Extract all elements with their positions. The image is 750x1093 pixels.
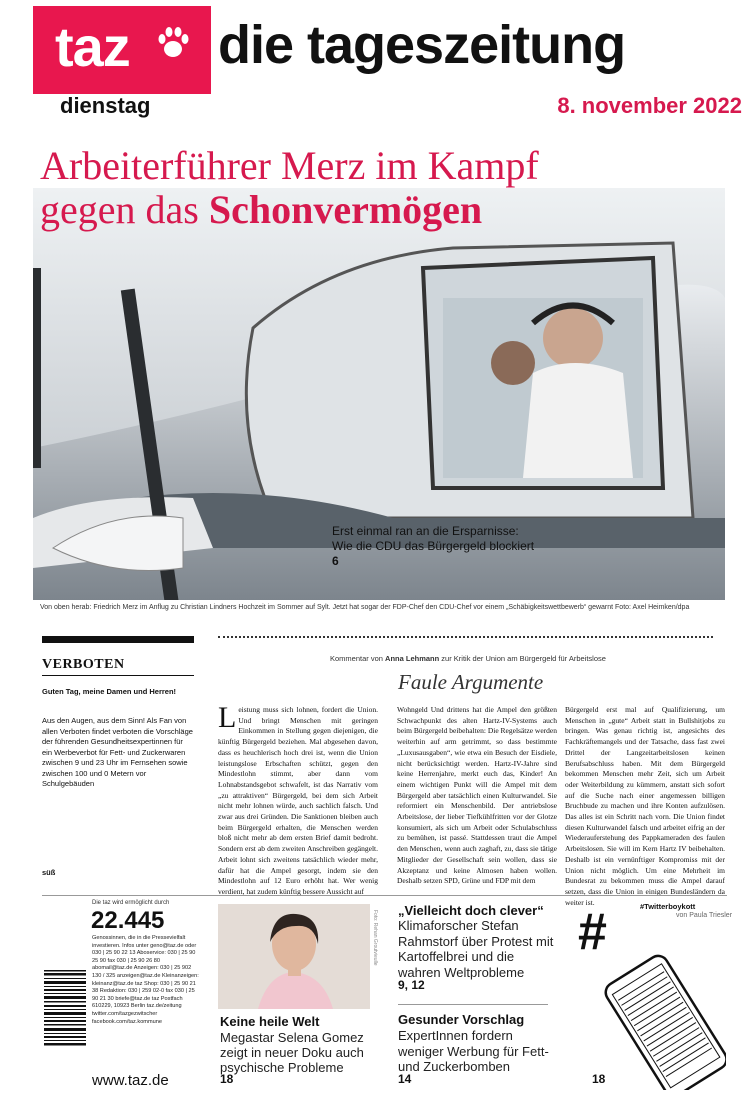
teaser-climate-text[interactable]: Klimaforscher Stefan Rahmstorf über Protest mit Kartoffelbrei und die wahren Weltprobleme	[398, 918, 554, 980]
imprint-details: Genossinnen, die in die Pressevielfalt investieren. Infos unter geno@taz.de oder 030 | 25 90 22 13 Aboservice: 030 | 25 90 25 90 fax 030 | 25 90 26 80 abomail@taz.de Anzeigen: 030 | 25 902 130 / 325 anzeigen@taz.de Kleinanzeigen: kleinanz@taz.de taz Shop: 030 | 25 90 21 38 Redaktion: 030 | 259 02-0 fax 030 | 25 90 21 30 briefe@taz.de taz Postfach 610229, 10923 Berlin taz.de/zeitung twitter.com/tazgezwitscher facebook.com/taz.kommune	[92, 935, 199, 1025]
teaser-climate-page: 9, 12	[398, 978, 425, 992]
verboten-divider	[42, 675, 194, 676]
weekday: dienstag	[60, 93, 151, 118]
twitter-tag: #Twitterboykott	[640, 902, 696, 911]
dropcap: L	[218, 701, 237, 734]
twitter-page: 18	[592, 1072, 606, 1086]
comment-col1-text: eistung muss sich lohnen, fordert die Union. Und bringt Menschen mit geringen Einkommen in Stellung gegen diejenigen, die künftig Bürgergeld beziehen. Mal abgesehen davon, dass es heuchlerisch hoch drei ist, wenn die Union leistungslose Erbschaften schützt, gegen den Mindestlohn stimmt, aber dann vom Lohnabstandsgebot schwafelt, ist das Narrativ vom „zu attraktiven“ Bürgergeld, bei dem sich Arbeit nicht mehr lohnen würde, auch sachlich falsch. Und zwar aus drei Gründen. Die Sanktionen bleiben auch beim Bürgergeld erhalten, die Menschen werden bloß nicht mehr ab dem ersten Brief damit bedroht. Sondern erst ab dem zweiten Anschreiben gegängelt. Arbeit lohnt sich zweitens tatsächlich wieder mehr, dafür hat die Ampel gesorgt, indem sie den Mindestlohn auf 12 Euro erhöht hat. Wer wenig verdient, hat zudem künftig bessere Aussicht auf	[218, 705, 378, 896]
column-rule	[42, 636, 194, 643]
teaser-divider	[398, 1004, 548, 1005]
selena-credit: Foto: Rehan Groutvieulle	[372, 910, 378, 966]
reader-count: 22.445	[91, 907, 165, 934]
comment-column-1	[218, 701, 378, 898]
bottom-divider	[42, 895, 727, 896]
teaser-health-page: 14	[398, 1072, 412, 1086]
teaser-selena-title[interactable]: Keine heile Welt	[220, 1014, 320, 1029]
paper-name: die tageszeitung	[218, 15, 626, 75]
comment-column-3: Bürgergeld erst mal auf Qualifizierung, um Menschen in „gute“ Arbeit statt in Bullshitjobs zu bringen. Was genau richtig ist, angesichts des Fachkräftemangels und der Tatsache, dass fast zwei Drittel der Langzeitarbeitslosen keinen Berufsabschluss haben. Mit dem Bürgergeld bekommen Menschen mehr Zeit, sich um Arbeit oder Weiterbildung zu kümmern, anstatt sich sofort auf die Suche nach einer angemessen billigen Bruchbude zu machen und ihre Konten aufzulösen. Das alles ist ein Schritt nach vorn. Die Union findet diesen Kulturwandel falsch und arbeitet eifrig an der Wiederauferstehung des Pappkameraden des faulen Arbeitslosen. Sie will im Kern Hartz IV beibehalten. Deshalb ist ein vernünftiger Kompromiss mit der Union nicht möglich. Um eine Mehrheit im Bundesrat zu bekommen muss die Ampel darauf setzen, dass die Union in einigen Bundesländern da weiter ist.	[565, 705, 725, 907]
caption-page: 6	[332, 554, 339, 568]
teaser-health-title[interactable]: Gesunder Vorschlag	[398, 1012, 525, 1027]
teaser-climate-title[interactable]: „Vielleicht doch clever“	[398, 903, 544, 918]
caption-line-1: Erst einmal ran an die Ersparnisse:	[332, 524, 519, 538]
portrait-illustration	[218, 904, 370, 1009]
site-link[interactable]: www.taz.de	[92, 1072, 169, 1089]
teaser-selena-page: 18	[220, 1072, 234, 1086]
paw-icon	[154, 24, 192, 62]
issue-date: 8. november 2022	[557, 93, 742, 118]
comment-column-2: Wohngeld Und drittens hat die Ampel den größten Schwachpunkt des alten Hartz-IV-Systems auch beim Bürgergeld beibehalten: Die Regelsätze werden weiterhin auf arm getrimmt, so dass bestimmte „Luxusausgaben“, wie etwa ein Besuch der Eisdiele, nicht berücksichtigt werden. Hartz-IV-Jahre sind keine Herrenjahre, merkt euch das, Kinder! An einem wichtigen Punkt will die Ampel mit dem Bürgergeld aber tatsächlich einen Kulturwandel. Sie reformiert ein Menschenbild. Der antriebslose Arbeitslose, der lieber Tiefkühlfritten vor der Glotze konsumiert, als sich um Arbeit oder Schulabschluss zu bemühen, ist passé. Stattdessen traut die Ampel den Menschen, wenn auch zaghaft, zu, dass sie tätige Mitglieder der Gesellschaft sein wollen, dass sie Akzeptanz und keine Almosen haben wollen. Deshalb setzen SPD, Grüne und FDP mit dem	[397, 705, 557, 886]
logo-text: taz	[55, 15, 130, 78]
headline-plain: gegen das	[40, 187, 209, 232]
verboten-sign: süß	[42, 868, 56, 877]
reader-intro: Die taz wird ermöglicht durch	[92, 900, 170, 906]
photo-credit: Von oben herab: Friedrich Merz im Anflug zu Christian Lindners Hochzeit im Sommer auf Sylt. Jetzt hat sogar der FDP-Chef den CDU-Chef vor einem „Schäbigkeitswettbewerb“ gewarnt Foto: Axel Heimken/dpa	[40, 604, 690, 611]
verboten-greeting: Guten Tag, meine Damen und Herren!	[42, 687, 177, 696]
headline-line-2[interactable]	[40, 186, 482, 233]
caption-line-2: Wie die CDU das Bürgergeld blockiert	[332, 539, 535, 553]
barcode-icon	[42, 960, 88, 1056]
comment-title[interactable]: Faule Argumente	[398, 670, 544, 694]
photo-caption[interactable]	[332, 524, 534, 569]
headline-bold: Schonvermögen	[208, 187, 483, 232]
teaser-selena-text[interactable]: Megastar Selena Gomez zeigt in neuer Doku auch psychische Probleme	[220, 1030, 364, 1075]
hash-icon: #	[578, 903, 607, 961]
headline-line-1[interactable]: Arbeiterführer Merz im Kampf	[40, 143, 539, 188]
kicker-pre: Kommentar von	[330, 654, 386, 663]
verboten-body: Aus den Augen, aus dem Sinn! Als Fan von allen Verboten findet verboten die Vorschläge der führenden Gesundheitsexpertinnen für ein Werbeverbot für Fett- und Zuckerwaren zwischen 9 und 23 Uhr im Fernsehen sowie zwischen 100 und 0 Metern vor Schulgebäuden	[42, 716, 193, 788]
comment-kicker	[330, 654, 606, 663]
kicker-author: Anna Lehmann	[385, 654, 440, 663]
teaser-health-text[interactable]: ExpertInnen fordern weniger Werbung für Fett- und Zuckerbomben	[398, 1028, 549, 1074]
dotted-divider	[218, 636, 713, 638]
kicker-post: zur Kritik der Union am Bürgergeld für Arbeitslose	[439, 654, 606, 663]
selena-photo[interactable]	[218, 904, 370, 1009]
verboten-title: VERBOTEN	[42, 657, 125, 672]
twitter-author: von Paula Triesler	[676, 912, 733, 919]
